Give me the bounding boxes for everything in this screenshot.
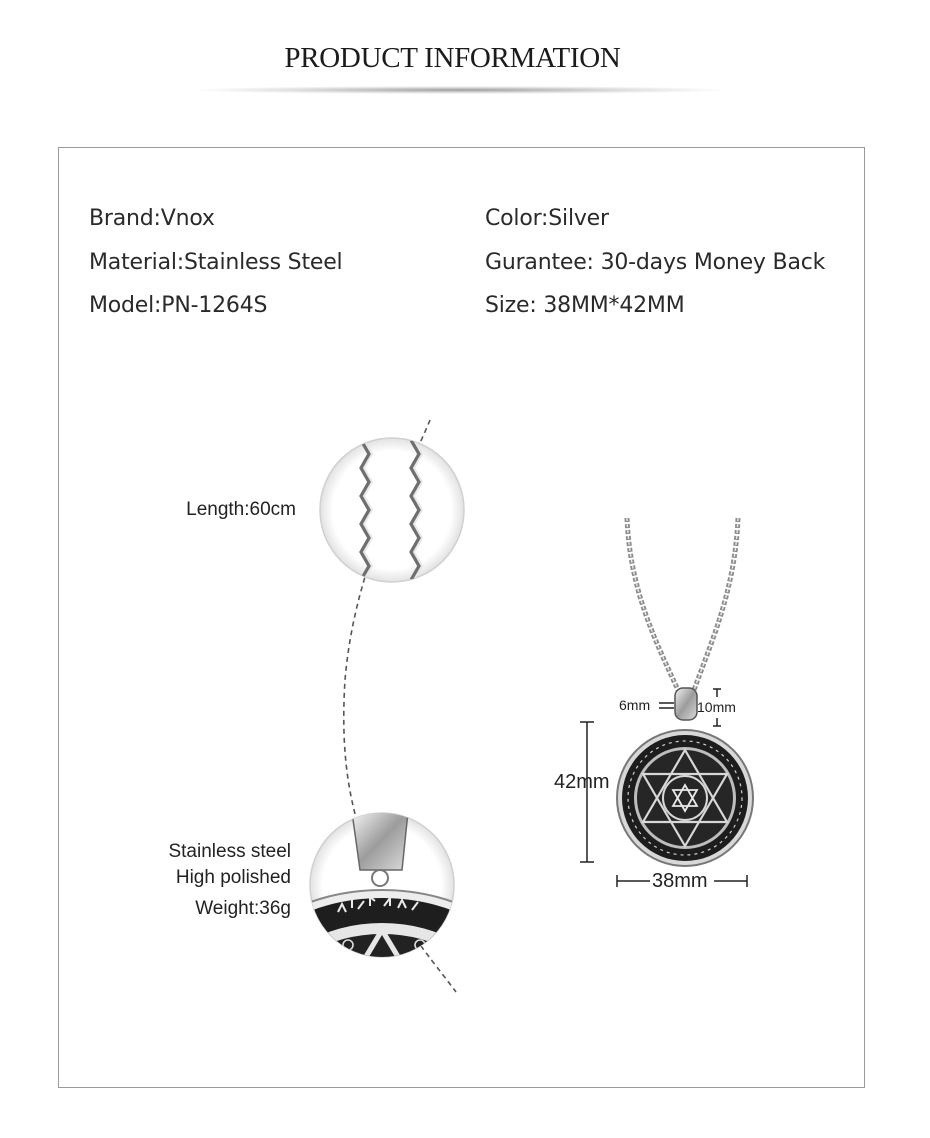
finish-label-line1: Stainless steel <box>168 841 291 862</box>
weight-label: Weight:36g <box>195 898 291 919</box>
pendant-height-label: 42mm <box>554 771 610 793</box>
spec-brand: Brand:Vnox <box>89 206 215 231</box>
spec-color: Color:Silver <box>485 206 609 231</box>
spec-material: Material:Stainless Steel <box>89 250 343 275</box>
bail-width-label: 6mm <box>619 697 651 713</box>
finish-label-line2: High polished <box>175 867 291 888</box>
page-title: PRODUCT INFORMATION <box>284 42 621 74</box>
necklace-photo <box>617 518 753 866</box>
pendant-width-label: 38mm <box>652 870 708 892</box>
chain-zoom-circle <box>320 438 464 582</box>
spec-size: Size: 38MM*42MM <box>485 293 685 318</box>
bail-height-label: 10mm <box>697 699 736 715</box>
spec-guarantee: Gurantee: 30-days Money Back <box>485 250 826 275</box>
length-label: Length:60cm <box>186 499 296 520</box>
spec-model: Model:PN-1264S <box>89 293 268 318</box>
